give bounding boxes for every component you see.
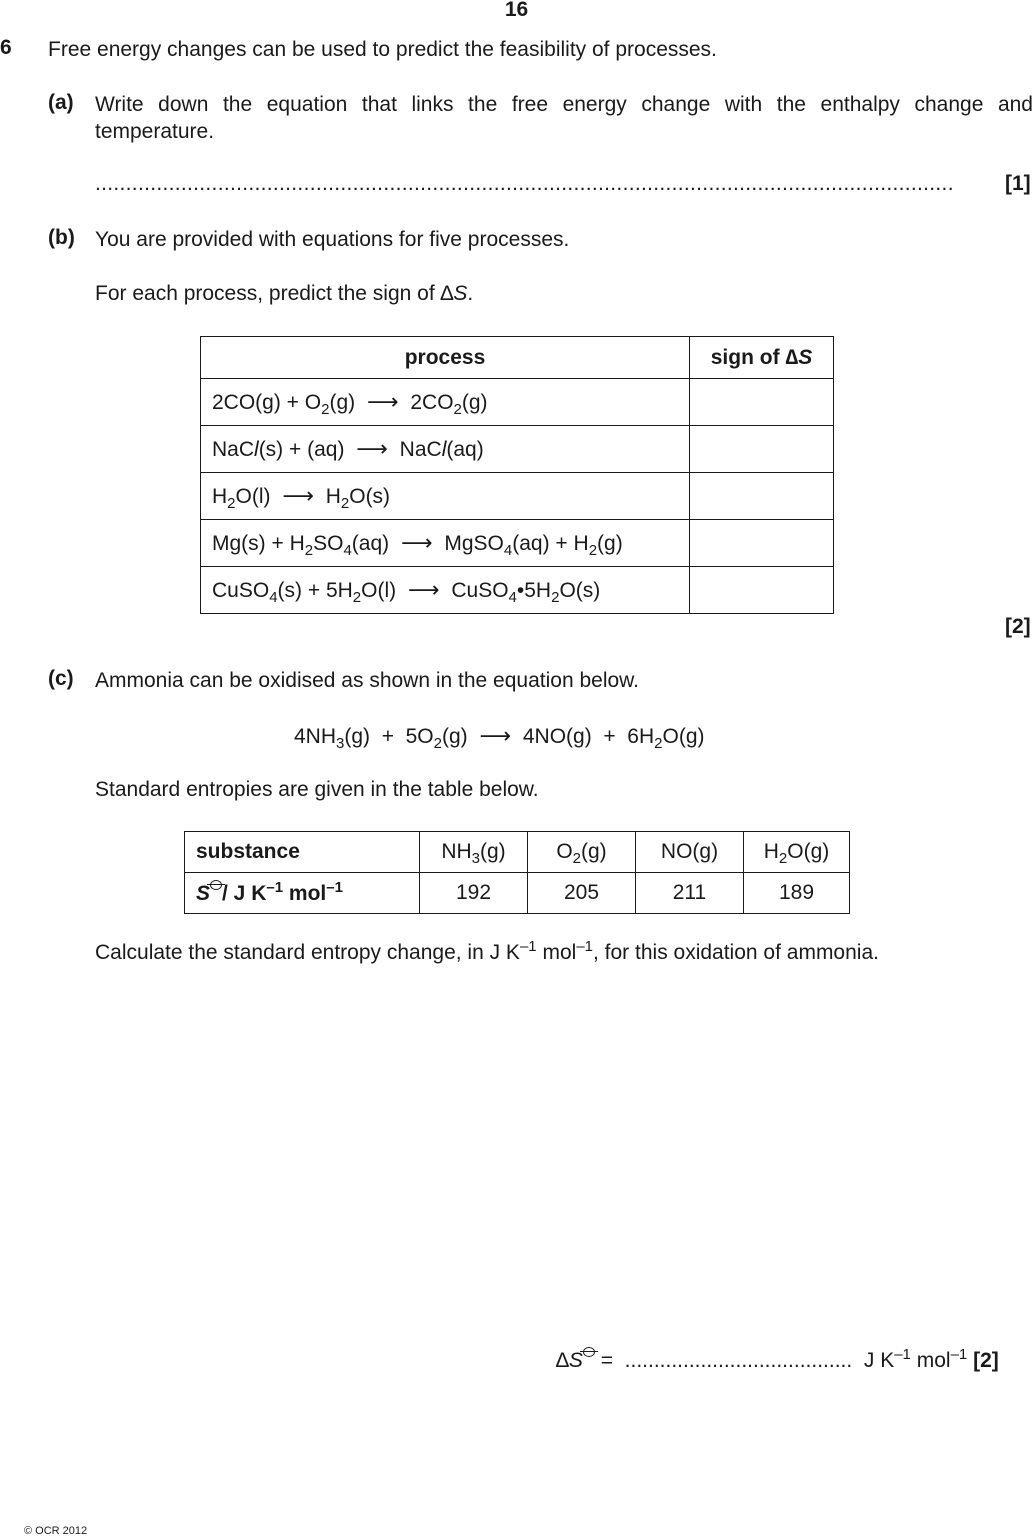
part-a-label: (a) xyxy=(48,91,74,114)
sign-answer-cell[interactable] xyxy=(690,379,834,426)
part-b-text-1: You are provided with equations for five processes. xyxy=(95,228,570,251)
question-intro: Free energy changes can be used to predict the feasibility of processes. xyxy=(48,38,717,61)
page-number: 16 xyxy=(504,0,529,21)
substance-header: substance xyxy=(185,832,420,873)
entropy-value: 205 xyxy=(528,873,636,914)
arrow-icon: ⟶ xyxy=(282,483,314,508)
part-b-label: (b) xyxy=(48,226,75,249)
sign-answer-cell[interactable] xyxy=(690,426,834,473)
entropy-value: 189 xyxy=(744,873,850,914)
part-a-answer-line[interactable]: ............................................................................................................................................ xyxy=(95,172,954,195)
sign-answer-cell[interactable] xyxy=(690,520,834,567)
part-a-text: Write down the equation that links the free energy change with the enthalpy change and temperature. xyxy=(95,93,1033,143)
arrow-icon: ⟶ xyxy=(400,530,433,555)
process-cell: CuSO$_4$(s) + $5H_2O(l)$ ⟶ $CuSO_4•5H_2O(s)$ xyxy=(201,567,690,614)
copyright-footer: © OCR 2012 xyxy=(24,1525,88,1537)
entropy-value: 192 xyxy=(420,873,528,914)
process-cell: $Mg(s) + H_2SO_4(aq)$ ⟶ MgSO$_4$(aq) + $H_2(g)$ xyxy=(201,520,690,567)
part-a-marks: [1] xyxy=(1005,172,1031,195)
process-table xyxy=(200,336,834,614)
sign-header-prefix: sign of ∆ xyxy=(710,345,799,369)
part-c-text-2: Standard entropies are given in the table below. xyxy=(95,778,539,801)
sign-header xyxy=(690,337,834,379)
table-row xyxy=(201,567,834,614)
part-c-label: (c) xyxy=(48,667,74,690)
part-c-answer-line: ∆S = ....................................... J $K^{-1}$ mol$^{-1}$ [2] xyxy=(556,1346,999,1372)
entropy-value: 211 xyxy=(636,873,744,914)
arrow-icon: ⟶ xyxy=(366,389,399,414)
question-number: 6 xyxy=(0,36,12,59)
process-cell: $2CO(g) + O_2(g)$ ⟶ $2CO_2(g)$ xyxy=(201,379,690,426)
table-row xyxy=(201,426,834,473)
substance-cell: $NH_3(g)$ xyxy=(420,832,528,873)
substance-cell: $H_2O(g)$ xyxy=(744,832,850,873)
arrow-icon: ⟶ xyxy=(407,577,440,602)
part-c-answer-dots[interactable]: ....................................... xyxy=(624,1349,853,1372)
part-b-marks: [2] xyxy=(1005,615,1031,638)
standard-state-icon xyxy=(210,880,222,890)
entropy-table xyxy=(184,831,850,914)
sign-answer-cell[interactable] xyxy=(690,567,834,614)
oxidation-equation: $4NH_3(g) + 5O_2(g)$ ⟶ $4NO(g) + 6H_2O(g)$ xyxy=(294,723,705,752)
delta-symbol: ∆ xyxy=(440,282,454,305)
sign-header-var: S xyxy=(798,345,813,369)
arrow-icon: ⟶ xyxy=(479,723,512,748)
entropy-symbol: S xyxy=(453,282,468,305)
part-c-text-3: Calculate the standard entropy change, in J $K^{-1}$ mol$^{-1}$, for this oxidation of ammonia. xyxy=(95,938,879,964)
process-cell: NaCl(s) + (aq) ⟶ NaCl(aq) xyxy=(201,426,690,473)
table-row xyxy=(201,520,834,567)
part-b-text-2-suffix: . xyxy=(467,282,474,305)
table-row xyxy=(201,379,834,426)
entropy-row-label: S / J $K^{-1}$ mol$^{-1}$ xyxy=(185,873,420,914)
table-row xyxy=(201,473,834,520)
part-c-text-1: Ammonia can be oxidised as shown in the equation below. xyxy=(95,669,640,692)
arrow-icon: ⟶ xyxy=(356,436,388,461)
part-b-text-2 xyxy=(95,280,473,307)
part-c-marks: [2] xyxy=(973,1349,999,1372)
process-cell: $H_2O(l)$ ⟶ $H_2O(s)$ xyxy=(201,473,690,520)
process-header: process xyxy=(201,337,690,379)
part-b-text-2-prefix: For each process, predict the sign of xyxy=(95,282,441,305)
standard-state-icon xyxy=(583,1347,595,1357)
sign-answer-cell[interactable] xyxy=(690,473,834,520)
substance-cell: $O_2(g)$ xyxy=(528,832,636,873)
substance-cell: NO(g) xyxy=(636,832,744,873)
